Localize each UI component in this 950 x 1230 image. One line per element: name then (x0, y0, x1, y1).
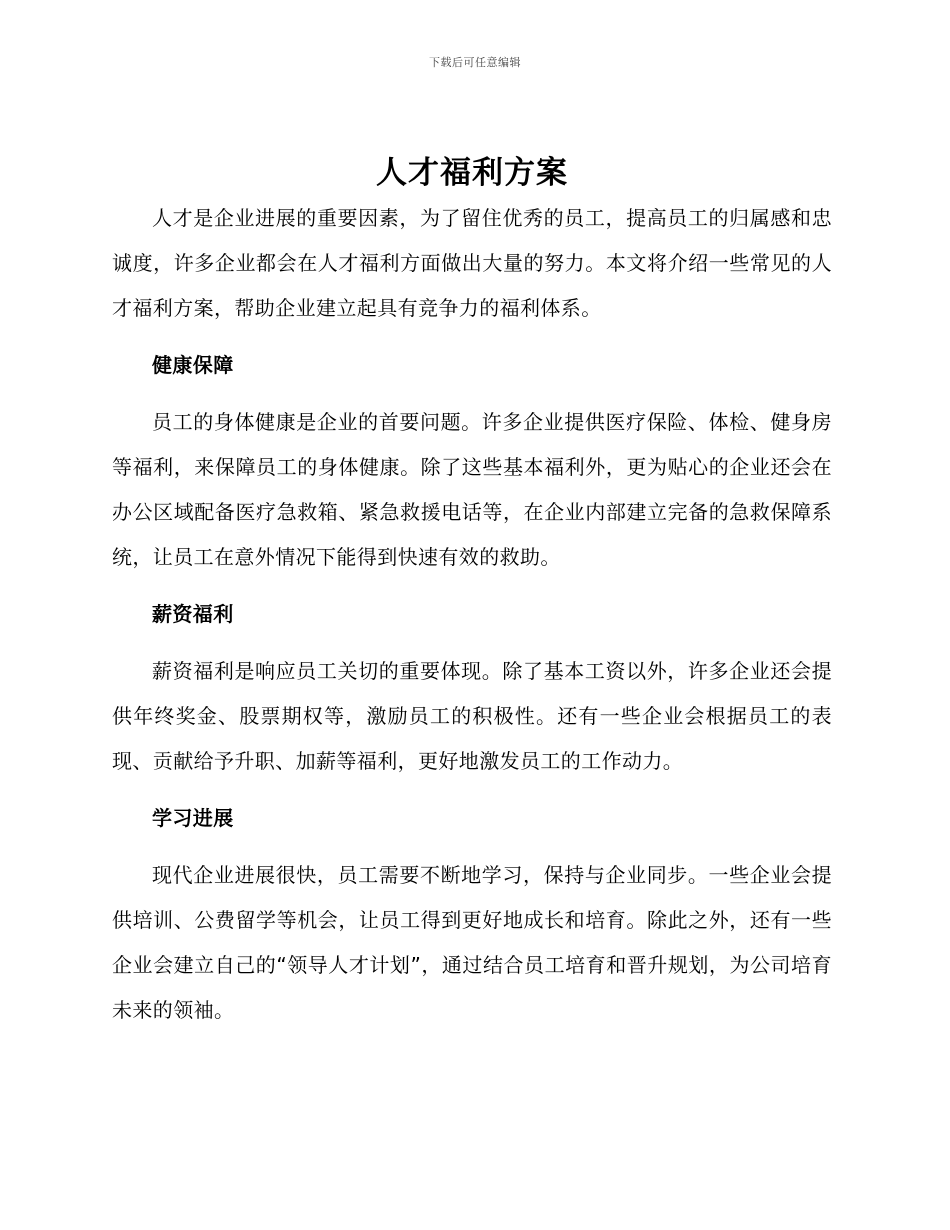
spacer (112, 580, 832, 592)
spacer (112, 388, 832, 400)
section-body-salary: 薪资福利是响应员工关切的重要体现。除了基本工资以外，许多企业还会提供年终奖金、股票期权等，激励员工的积极性。还有一些企业会根据员工的表现、贡献给予升职、加薪等福利，更好地激发员工的工作动力。 (112, 659, 832, 773)
intro-paragraph: 人才是企业进展的重要因素，为了留住优秀的员工，提高员工的归属感和忠诚度，许多企业都会在人才福利方面做出大量的努力。本文将介绍一些常见的人才福利方案，帮助企业建立起具有竞争力的福利体系。 (112, 206, 832, 320)
spacer (112, 637, 832, 649)
section-heading-salary: 薪资福利 (152, 602, 234, 626)
section-heading-learning: 学习进展 (152, 806, 234, 830)
document-body (112, 150, 832, 1033)
header-note: 下载后可任意编辑 (429, 56, 521, 69)
section-body-learning: 现代企业进展很快，员工需要不断地学习，保持与企业同步。一些企业会提供培训、公费留学等机会，让员工得到更好地成长和培育。除此之外，还有一些企业会建立自己的“领导人才计划”，通过结合员工培育和晋升规划，为公司培育未来的领袖。 (112, 863, 832, 1022)
spacer (112, 841, 832, 853)
spacer (112, 331, 832, 343)
section-body-health: 员工的身体健康是企业的首要问题。许多企业提供医疗保险、体检、健身房等福利，来保障员工的身体健康。除了这些基本福利外，更为贴心的企业还会在办公区域配备医疗急救箱、紧急救援电话等，在企业内部建立完备的急救保障系统，让员工在意外情况下能得到快速有效的救助。 (112, 410, 832, 569)
spacer (112, 784, 832, 796)
document-title: 人才福利方案 (376, 155, 568, 191)
section-heading-health: 健康保障 (152, 353, 234, 377)
